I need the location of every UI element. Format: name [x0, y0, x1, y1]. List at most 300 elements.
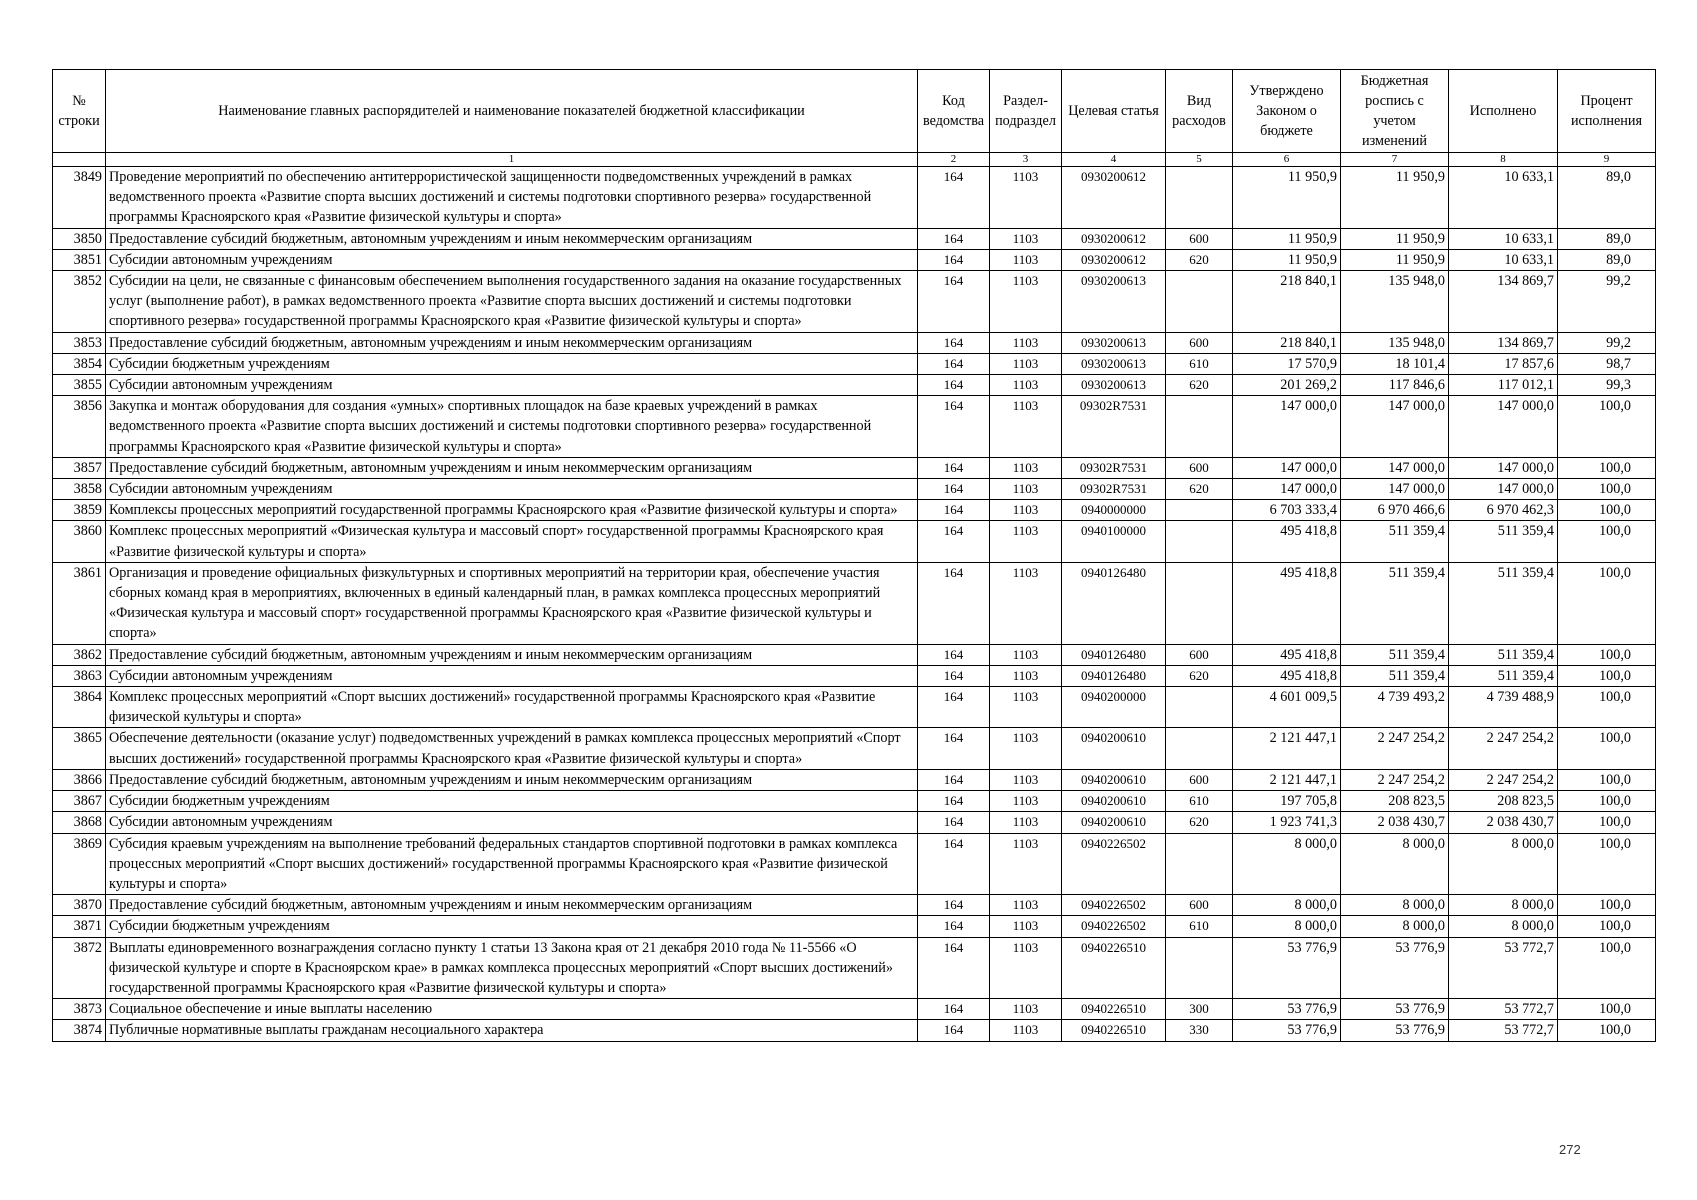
row-number-cell: 3850	[53, 228, 106, 249]
row-number-cell: 3870	[53, 895, 106, 916]
table-row	[53, 332, 1656, 353]
section-code-cell: 1103	[990, 457, 1062, 478]
table-row	[53, 937, 1656, 999]
execution-percent-cell: 99,3	[1558, 375, 1656, 396]
department-code-cell: 164	[918, 521, 990, 562]
approved-amount-cell: 218 840,1	[1233, 271, 1341, 333]
department-code-cell: 164	[918, 249, 990, 270]
section-code-cell: 1103	[990, 769, 1062, 790]
expense-type-cell	[1166, 167, 1233, 229]
execution-percent-cell: 100,0	[1558, 479, 1656, 500]
table-row	[53, 999, 1656, 1020]
target-article-cell: 0940226510	[1062, 999, 1166, 1020]
execution-percent-cell: 100,0	[1558, 457, 1656, 478]
row-name-cell: Субсидии автономным учреждениям	[106, 665, 918, 686]
row-number-cell: 3863	[53, 665, 106, 686]
table-row	[53, 791, 1656, 812]
executed-amount-cell: 117 012,1	[1449, 375, 1558, 396]
department-code-cell: 164	[918, 791, 990, 812]
section-code-cell: 1103	[990, 249, 1062, 270]
budget-schedule-cell: 135 948,0	[1341, 332, 1449, 353]
approved-amount-cell: 495 418,8	[1233, 521, 1341, 562]
budget-schedule-cell: 53 776,9	[1341, 999, 1449, 1020]
expense-type-cell: 620	[1166, 249, 1233, 270]
target-article-cell: 0940226502	[1062, 895, 1166, 916]
row-name-cell: Субсидии автономным учреждениям	[106, 249, 918, 270]
department-code-cell: 164	[918, 687, 990, 728]
row-number-cell: 3852	[53, 271, 106, 333]
row-number-cell: 3849	[53, 167, 106, 229]
header-percent: Процент исполнения	[1558, 70, 1656, 153]
budget-schedule-cell: 11 950,9	[1341, 249, 1449, 270]
execution-percent-cell: 100,0	[1558, 396, 1656, 458]
budget-schedule-cell: 511 359,4	[1341, 644, 1449, 665]
budget-schedule-cell: 511 359,4	[1341, 521, 1449, 562]
target-article-cell: 0940226502	[1062, 916, 1166, 937]
section-code-cell: 1103	[990, 375, 1062, 396]
section-code-cell: 1103	[990, 999, 1062, 1020]
approved-amount-cell: 147 000,0	[1233, 396, 1341, 458]
execution-percent-cell: 100,0	[1558, 1020, 1656, 1041]
column-number-row	[53, 153, 1656, 167]
row-number-cell: 3873	[53, 999, 106, 1020]
row-name-cell: Предоставление субсидий бюджетным, автономным учреждениям и иным некоммерческим организациям	[106, 228, 918, 249]
row-name-cell: Закупка и монтаж оборудования для создания «умных» спортивных площадок на базе краевых учреждений в рамках ведомственного проекта «Развитие спорта высших достижений и системы подготовки спортивного резерва» государственной программы Красноярского края «Развитие физической культуры и спорта»	[106, 396, 918, 458]
table-row	[53, 644, 1656, 665]
department-code-cell: 164	[918, 500, 990, 521]
execution-percent-cell: 100,0	[1558, 562, 1656, 644]
section-code-cell: 1103	[990, 665, 1062, 686]
table-row	[53, 228, 1656, 249]
expense-type-cell	[1166, 833, 1233, 895]
executed-amount-cell: 134 869,7	[1449, 332, 1558, 353]
target-article-cell: 0940200610	[1062, 769, 1166, 790]
row-number-cell: 3865	[53, 728, 106, 769]
approved-amount-cell: 11 950,9	[1233, 167, 1341, 229]
table-row	[53, 479, 1656, 500]
approved-amount-cell: 6 703 333,4	[1233, 500, 1341, 521]
table-body	[53, 167, 1656, 1042]
table-row	[53, 916, 1656, 937]
header-target-article: Целевая статья	[1062, 70, 1166, 153]
department-code-cell: 164	[918, 833, 990, 895]
department-code-cell: 164	[918, 937, 990, 999]
table-header	[53, 70, 1656, 167]
section-code-cell: 1103	[990, 167, 1062, 229]
section-code-cell: 1103	[990, 937, 1062, 999]
approved-amount-cell: 53 776,9	[1233, 1020, 1341, 1041]
department-code-cell: 164	[918, 1020, 990, 1041]
column-number: 9	[1558, 153, 1656, 167]
department-code-cell: 164	[918, 916, 990, 937]
table-row	[53, 396, 1656, 458]
department-code-cell: 164	[918, 728, 990, 769]
approved-amount-cell: 4 601 009,5	[1233, 687, 1341, 728]
executed-amount-cell: 511 359,4	[1449, 665, 1558, 686]
row-name-cell: Предоставление субсидий бюджетным, автономным учреждениям и иным некоммерческим организациям	[106, 457, 918, 478]
target-article-cell: 0930200612	[1062, 228, 1166, 249]
section-code-cell: 1103	[990, 916, 1062, 937]
table-row	[53, 271, 1656, 333]
expense-type-cell	[1166, 937, 1233, 999]
expense-type-cell	[1166, 521, 1233, 562]
executed-amount-cell: 53 772,7	[1449, 937, 1558, 999]
approved-amount-cell: 495 418,8	[1233, 665, 1341, 686]
row-number-cell: 3869	[53, 833, 106, 895]
row-name-cell: Выплаты единовременного вознаграждения согласно пункту 1 статьи 13 Закона края от 21 декабря 2010 года № 11-5566 «О физической культуре и спорте в Красноярском крае» в рамках комплекса процессных мероприятий «Спорт высших достижений» государственной программы Красноярского края «Развитие физической культуры и спорта»	[106, 937, 918, 999]
department-code-cell: 164	[918, 479, 990, 500]
target-article-cell: 0940200610	[1062, 728, 1166, 769]
approved-amount-cell: 495 418,8	[1233, 644, 1341, 665]
column-number: 6	[1233, 153, 1341, 167]
target-article-cell: 0930200613	[1062, 353, 1166, 374]
header-row	[53, 70, 1656, 153]
budget-schedule-cell: 2 038 430,7	[1341, 812, 1449, 833]
execution-percent-cell: 100,0	[1558, 769, 1656, 790]
row-name-cell: Публичные нормативные выплаты гражданам несоциального характера	[106, 1020, 918, 1041]
section-code-cell: 1103	[990, 791, 1062, 812]
approved-amount-cell: 147 000,0	[1233, 457, 1341, 478]
expense-type-cell: 600	[1166, 769, 1233, 790]
execution-percent-cell: 100,0	[1558, 687, 1656, 728]
expense-type-cell: 610	[1166, 353, 1233, 374]
row-number-cell: 3864	[53, 687, 106, 728]
row-name-cell: Организация и проведение официальных физкультурных и спортивных мероприятий на территории края, обеспечение участия сборных команд края в мероприятиях, включенных в единый календарный план, в рамках комплекса процессных мероприятий «Физическая культура и массовый спорт» государственной программы Красноярского края «Развитие физической культуры и спорта»	[106, 562, 918, 644]
budget-schedule-cell: 511 359,4	[1341, 665, 1449, 686]
expense-type-cell: 620	[1166, 812, 1233, 833]
row-number-cell: 3857	[53, 457, 106, 478]
target-article-cell: 0940126480	[1062, 562, 1166, 644]
expense-type-cell: 600	[1166, 228, 1233, 249]
execution-percent-cell: 100,0	[1558, 812, 1656, 833]
execution-percent-cell: 99,2	[1558, 332, 1656, 353]
row-number-cell: 3851	[53, 249, 106, 270]
row-number-cell: 3862	[53, 644, 106, 665]
expense-type-cell: 620	[1166, 665, 1233, 686]
header-name: Наименование главных распорядителей и наименование показателей бюджетной классификации	[106, 70, 918, 153]
execution-percent-cell: 100,0	[1558, 791, 1656, 812]
executed-amount-cell: 17 857,6	[1449, 353, 1558, 374]
section-code-cell: 1103	[990, 332, 1062, 353]
budget-schedule-cell: 4 739 493,2	[1341, 687, 1449, 728]
approved-amount-cell: 197 705,8	[1233, 791, 1341, 812]
column-number: 8	[1449, 153, 1558, 167]
execution-percent-cell: 100,0	[1558, 521, 1656, 562]
expense-type-cell	[1166, 728, 1233, 769]
executed-amount-cell: 8 000,0	[1449, 895, 1558, 916]
target-article-cell: 09302R7531	[1062, 396, 1166, 458]
executed-amount-cell: 6 970 462,3	[1449, 500, 1558, 521]
executed-amount-cell: 8 000,0	[1449, 833, 1558, 895]
column-number: 7	[1341, 153, 1449, 167]
budget-schedule-cell: 11 950,9	[1341, 228, 1449, 249]
row-number-cell: 3856	[53, 396, 106, 458]
section-code-cell: 1103	[990, 1020, 1062, 1041]
executed-amount-cell: 511 359,4	[1449, 521, 1558, 562]
target-article-cell: 0940226510	[1062, 937, 1166, 999]
budget-schedule-cell: 6 970 466,6	[1341, 500, 1449, 521]
row-name-cell: Субсидии автономным учреждениям	[106, 479, 918, 500]
table-row	[53, 375, 1656, 396]
budget-schedule-cell: 8 000,0	[1341, 916, 1449, 937]
budget-schedule-cell: 8 000,0	[1341, 895, 1449, 916]
table-row	[53, 728, 1656, 769]
approved-amount-cell: 17 570,9	[1233, 353, 1341, 374]
approved-amount-cell: 218 840,1	[1233, 332, 1341, 353]
approved-amount-cell: 11 950,9	[1233, 249, 1341, 270]
row-name-cell: Субсидии на цели, не связанные с финансовым обеспечением выполнения государственного задания на оказание государственных услуг (выполнение работ), в рамках ведомственного проекта «Развитие спорта высших достижений и системы подготовки спортивного резерва» государственной программы Красноярского края «Развитие физической культуры и спорта»	[106, 271, 918, 333]
department-code-cell: 164	[918, 396, 990, 458]
expense-type-cell: 610	[1166, 791, 1233, 812]
expense-type-cell: 600	[1166, 332, 1233, 353]
column-number: 5	[1166, 153, 1233, 167]
row-name-cell: Проведение мероприятий по обеспечению антитеррористической защищенности подведомственных учреждений в рамках ведомственного проекта «Развитие спорта высших достижений и системы подготовки спортивного резерва» государственной программы Красноярского края «Развитие физической культуры и спорта»	[106, 167, 918, 229]
row-number-cell: 3872	[53, 937, 106, 999]
table-row	[53, 833, 1656, 895]
executed-amount-cell: 10 633,1	[1449, 249, 1558, 270]
executed-amount-cell: 2 038 430,7	[1449, 812, 1558, 833]
approved-amount-cell: 8 000,0	[1233, 895, 1341, 916]
department-code-cell: 164	[918, 999, 990, 1020]
budget-schedule-cell: 11 950,9	[1341, 167, 1449, 229]
target-article-cell: 0930200613	[1062, 332, 1166, 353]
target-article-cell: 0940200000	[1062, 687, 1166, 728]
budget-schedule-cell: 53 776,9	[1341, 1020, 1449, 1041]
row-number-cell: 3853	[53, 332, 106, 353]
budget-schedule-cell: 117 846,6	[1341, 375, 1449, 396]
row-number-cell: 3866	[53, 769, 106, 790]
execution-percent-cell: 89,0	[1558, 167, 1656, 229]
row-name-cell: Предоставление субсидий бюджетным, автономным учреждениям и иным некоммерческим организациям	[106, 895, 918, 916]
row-number-cell: 3858	[53, 479, 106, 500]
section-code-cell: 1103	[990, 353, 1062, 374]
budget-schedule-cell: 2 247 254,2	[1341, 769, 1449, 790]
row-name-cell: Субсидии автономным учреждениям	[106, 375, 918, 396]
execution-percent-cell: 98,7	[1558, 353, 1656, 374]
row-number-cell: 3867	[53, 791, 106, 812]
target-article-cell: 0940126480	[1062, 644, 1166, 665]
executed-amount-cell: 511 359,4	[1449, 644, 1558, 665]
executed-amount-cell: 511 359,4	[1449, 562, 1558, 644]
table-row	[53, 895, 1656, 916]
expense-type-cell	[1166, 687, 1233, 728]
expense-type-cell: 600	[1166, 457, 1233, 478]
budget-schedule-cell: 511 359,4	[1341, 562, 1449, 644]
executed-amount-cell: 134 869,7	[1449, 271, 1558, 333]
approved-amount-cell: 147 000,0	[1233, 479, 1341, 500]
table-row	[53, 687, 1656, 728]
column-number: 2	[918, 153, 990, 167]
budget-schedule-cell: 53 776,9	[1341, 937, 1449, 999]
column-number: 3	[990, 153, 1062, 167]
expense-type-cell	[1166, 500, 1233, 521]
department-code-cell: 164	[918, 562, 990, 644]
expense-type-cell: 620	[1166, 479, 1233, 500]
target-article-cell: 0930200613	[1062, 375, 1166, 396]
target-article-cell: 0940226510	[1062, 1020, 1166, 1041]
header-approved: Утверждено Законом о бюджете	[1233, 70, 1341, 153]
department-code-cell: 164	[918, 167, 990, 229]
department-code-cell: 164	[918, 353, 990, 374]
target-article-cell: 09302R7531	[1062, 457, 1166, 478]
header-expense-type: Вид расходов	[1166, 70, 1233, 153]
executed-amount-cell: 53 772,7	[1449, 1020, 1558, 1041]
approved-amount-cell: 53 776,9	[1233, 937, 1341, 999]
section-code-cell: 1103	[990, 562, 1062, 644]
section-code-cell: 1103	[990, 687, 1062, 728]
header-section: Раздел-подраздел	[990, 70, 1062, 153]
executed-amount-cell: 2 247 254,2	[1449, 769, 1558, 790]
row-number-cell: 3859	[53, 500, 106, 521]
execution-percent-cell: 100,0	[1558, 833, 1656, 895]
section-code-cell: 1103	[990, 271, 1062, 333]
row-name-cell: Субсидия краевым учреждениям на выполнение требований федеральных стандартов спортивной подготовки в рамках комплекса процессных мероприятий «Спорт высших достижений» государственной программы Красноярского края «Развитие физической культуры и спорта»	[106, 833, 918, 895]
target-article-cell: 0940226502	[1062, 833, 1166, 895]
table-row	[53, 1020, 1656, 1041]
executed-amount-cell: 53 772,7	[1449, 999, 1558, 1020]
department-code-cell: 164	[918, 665, 990, 686]
table-row	[53, 562, 1656, 644]
expense-type-cell	[1166, 271, 1233, 333]
header-department-code: Код ведомства	[918, 70, 990, 153]
target-article-cell: 0930200612	[1062, 249, 1166, 270]
row-number-cell: 3860	[53, 521, 106, 562]
section-code-cell: 1103	[990, 895, 1062, 916]
approved-amount-cell: 8 000,0	[1233, 833, 1341, 895]
executed-amount-cell: 10 633,1	[1449, 228, 1558, 249]
department-code-cell: 164	[918, 812, 990, 833]
execution-percent-cell: 100,0	[1558, 500, 1656, 521]
execution-percent-cell: 89,0	[1558, 249, 1656, 270]
section-code-cell: 1103	[990, 833, 1062, 895]
row-name-cell: Предоставление субсидий бюджетным, автономным учреждениям и иным некоммерческим организациям	[106, 769, 918, 790]
target-article-cell: 0940000000	[1062, 500, 1166, 521]
executed-amount-cell: 147 000,0	[1449, 479, 1558, 500]
row-name-cell: Социальное обеспечение и иные выплаты населению	[106, 999, 918, 1020]
department-code-cell: 164	[918, 228, 990, 249]
table-row	[53, 353, 1656, 374]
section-code-cell: 1103	[990, 812, 1062, 833]
table-row	[53, 167, 1656, 229]
executed-amount-cell: 10 633,1	[1449, 167, 1558, 229]
expense-type-cell: 610	[1166, 916, 1233, 937]
executed-amount-cell: 2 247 254,2	[1449, 728, 1558, 769]
section-code-cell: 1103	[990, 728, 1062, 769]
approved-amount-cell: 53 776,9	[1233, 999, 1341, 1020]
column-number: 1	[106, 153, 918, 167]
table-row	[53, 769, 1656, 790]
row-name-cell: Субсидии бюджетным учреждениям	[106, 353, 918, 374]
execution-percent-cell: 100,0	[1558, 916, 1656, 937]
execution-percent-cell: 89,0	[1558, 228, 1656, 249]
target-article-cell: 0930200612	[1062, 167, 1166, 229]
budget-schedule-cell: 147 000,0	[1341, 396, 1449, 458]
budget-schedule-cell: 147 000,0	[1341, 457, 1449, 478]
header-budget-schedule: Бюджетная роспись с учетом изменений	[1341, 70, 1449, 153]
execution-percent-cell: 100,0	[1558, 999, 1656, 1020]
row-number-cell: 3854	[53, 353, 106, 374]
row-name-cell: Комплекс процессных мероприятий «Физическая культура и массовый спорт» государственной программы Красноярского края «Развитие физической культуры и спорта»	[106, 521, 918, 562]
target-article-cell: 0940100000	[1062, 521, 1166, 562]
table-row	[53, 457, 1656, 478]
executed-amount-cell: 147 000,0	[1449, 457, 1558, 478]
target-article-cell: 0940200610	[1062, 812, 1166, 833]
table-row	[53, 521, 1656, 562]
header-executed: Исполнено	[1449, 70, 1558, 153]
row-name-cell: Субсидии бюджетным учреждениям	[106, 916, 918, 937]
row-name-cell: Предоставление субсидий бюджетным, автономным учреждениям и иным некоммерческим организациям	[106, 644, 918, 665]
department-code-cell: 164	[918, 895, 990, 916]
row-number-cell: 3861	[53, 562, 106, 644]
row-name-cell: Субсидии автономным учреждениям	[106, 812, 918, 833]
column-number: 4	[1062, 153, 1166, 167]
table-row	[53, 249, 1656, 270]
approved-amount-cell: 2 121 447,1	[1233, 769, 1341, 790]
row-name-cell: Предоставление субсидий бюджетным, автономным учреждениям и иным некоммерческим организациям	[106, 332, 918, 353]
budget-schedule-cell: 135 948,0	[1341, 271, 1449, 333]
expense-type-cell: 300	[1166, 999, 1233, 1020]
section-code-cell: 1103	[990, 479, 1062, 500]
section-code-cell: 1103	[990, 644, 1062, 665]
expense-type-cell: 600	[1166, 895, 1233, 916]
budget-table-container	[52, 69, 1655, 1042]
table-row	[53, 500, 1656, 521]
row-number-cell: 3871	[53, 916, 106, 937]
budget-schedule-cell: 2 247 254,2	[1341, 728, 1449, 769]
executed-amount-cell: 8 000,0	[1449, 916, 1558, 937]
executed-amount-cell: 4 739 488,9	[1449, 687, 1558, 728]
table-row	[53, 665, 1656, 686]
department-code-cell: 164	[918, 644, 990, 665]
row-name-cell: Комплексы процессных мероприятий государственной программы Красноярского края «Развитие физической культуры и спорта»	[106, 500, 918, 521]
department-code-cell: 164	[918, 271, 990, 333]
budget-schedule-cell: 147 000,0	[1341, 479, 1449, 500]
target-article-cell: 09302R7531	[1062, 479, 1166, 500]
row-number-cell: 3874	[53, 1020, 106, 1041]
expense-type-cell	[1166, 562, 1233, 644]
row-number-cell: 3868	[53, 812, 106, 833]
execution-percent-cell: 100,0	[1558, 937, 1656, 999]
section-code-cell: 1103	[990, 396, 1062, 458]
approved-amount-cell: 1 923 741,3	[1233, 812, 1341, 833]
expense-type-cell: 620	[1166, 375, 1233, 396]
header-row-number: № строки	[53, 70, 106, 153]
target-article-cell: 0940126480	[1062, 665, 1166, 686]
execution-percent-cell: 100,0	[1558, 895, 1656, 916]
department-code-cell: 164	[918, 332, 990, 353]
budget-schedule-cell: 8 000,0	[1341, 833, 1449, 895]
table-row	[53, 812, 1656, 833]
department-code-cell: 164	[918, 457, 990, 478]
column-number	[53, 153, 106, 167]
executed-amount-cell: 147 000,0	[1449, 396, 1558, 458]
approved-amount-cell: 11 950,9	[1233, 228, 1341, 249]
execution-percent-cell: 100,0	[1558, 644, 1656, 665]
row-name-cell: Комплекс процессных мероприятий «Спорт высших достижений» государственной программы Красноярского края «Развитие физической культуры и спорта»	[106, 687, 918, 728]
budget-schedule-cell: 18 101,4	[1341, 353, 1449, 374]
executed-amount-cell: 208 823,5	[1449, 791, 1558, 812]
execution-percent-cell: 99,2	[1558, 271, 1656, 333]
expense-type-cell	[1166, 396, 1233, 458]
row-number-cell: 3855	[53, 375, 106, 396]
row-name-cell: Субсидии бюджетным учреждениям	[106, 791, 918, 812]
approved-amount-cell: 2 121 447,1	[1233, 728, 1341, 769]
row-name-cell: Обеспечение деятельности (оказание услуг) подведомственных учреждений в рамках комплекса процессных мероприятий «Спорт высших достижений» государственной программы Красноярского края «Развитие физической культуры и спорта»	[106, 728, 918, 769]
section-code-cell: 1103	[990, 521, 1062, 562]
page-number: 272	[1559, 1142, 1581, 1157]
target-article-cell: 0940200610	[1062, 791, 1166, 812]
section-code-cell: 1103	[990, 228, 1062, 249]
